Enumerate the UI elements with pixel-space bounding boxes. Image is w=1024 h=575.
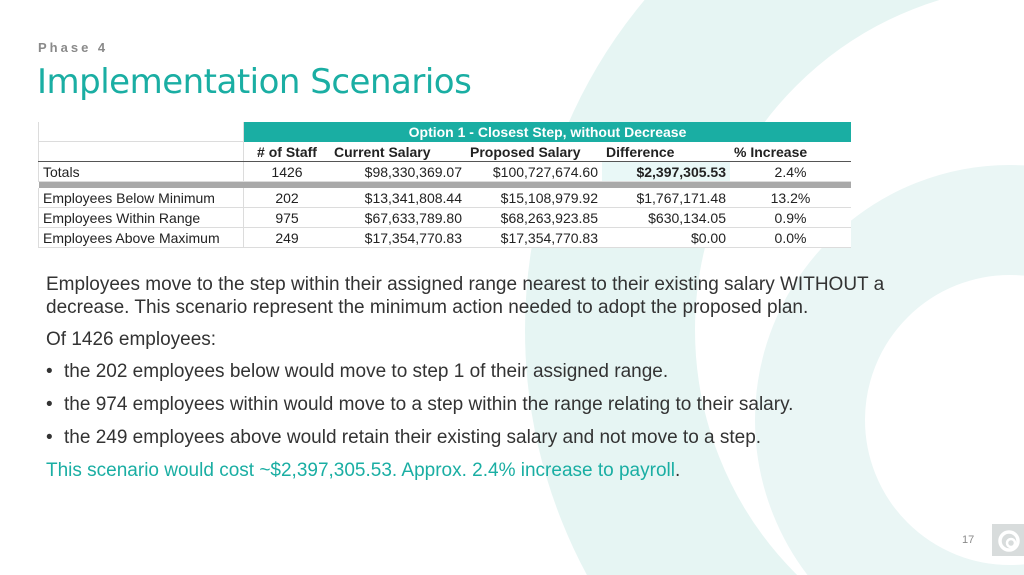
cell-increase: 0.0% bbox=[730, 228, 851, 248]
column-header-difference: Difference bbox=[602, 142, 730, 162]
bullet-text: the 974 employees within would move to a step within the range relating to their salary. bbox=[64, 394, 794, 415]
bullet-text: the 249 employees above would retain their existing salary and not move to a step. bbox=[64, 427, 762, 448]
conclusion bbox=[46, 459, 926, 482]
cell-difference: $1,767,171.48 bbox=[602, 188, 730, 208]
description-paragraph: Employees move to the step within their assigned range nearest to their existing salary WITHOUT a decrease. This scenario represent the minimum action needed to adopt the proposed plan. bbox=[46, 274, 885, 318]
cell-current-salary: $98,330,369.07 bbox=[330, 162, 466, 182]
page-number: 17 bbox=[962, 534, 975, 546]
cell-staff: 975 bbox=[244, 208, 331, 228]
table-row-totals bbox=[39, 162, 852, 182]
cell-increase: 2.4% bbox=[730, 162, 851, 182]
column-header-proposed-salary: Proposed Salary bbox=[466, 142, 602, 162]
table-row bbox=[39, 228, 852, 248]
employees-intro: Of 1426 employees: bbox=[46, 329, 217, 350]
cell-staff: 202 bbox=[244, 188, 331, 208]
cell-proposed-salary: $15,108,979.92 bbox=[466, 188, 602, 208]
table-row bbox=[39, 188, 852, 208]
table-header-blank bbox=[39, 142, 244, 162]
row-label: Employees Within Range bbox=[39, 208, 244, 228]
cell-staff: 1426 bbox=[244, 162, 331, 182]
table-corner-cell bbox=[39, 122, 244, 142]
cell-current-salary: $13,341,808.44 bbox=[330, 188, 466, 208]
cell-current-salary: $67,633,789.80 bbox=[330, 208, 466, 228]
scenario-table bbox=[38, 122, 851, 248]
bullet-glyph: • bbox=[46, 427, 53, 448]
cell-increase: 0.9% bbox=[730, 208, 851, 228]
conclusion-period: . bbox=[674, 460, 681, 481]
conclusion-text: This scenario would cost ~$2,397,305.53. Approx. 2.4% increase to payroll bbox=[46, 460, 675, 481]
logo-icon bbox=[992, 524, 1024, 556]
page-title: Implementation Scenarios bbox=[37, 62, 472, 102]
cell-increase: 13.2% bbox=[730, 188, 851, 208]
cell-difference: $2,397,305.53 bbox=[602, 162, 730, 182]
cell-proposed-salary: $100,727,674.60 bbox=[466, 162, 602, 182]
list-item bbox=[46, 393, 926, 416]
list-item bbox=[46, 360, 926, 383]
cell-difference: $0.00 bbox=[602, 228, 730, 248]
phase-label: Phase 4 bbox=[38, 40, 109, 55]
column-header-current-salary: Current Salary bbox=[330, 142, 466, 162]
list-item bbox=[46, 426, 926, 449]
table-header-row bbox=[39, 142, 852, 162]
cell-current-salary: $17,354,770.83 bbox=[330, 228, 466, 248]
table-banner: Option 1 - Closest Step, without Decrease bbox=[244, 122, 852, 142]
table-row bbox=[39, 208, 852, 228]
column-header-staff: # of Staff bbox=[244, 142, 331, 162]
cell-difference: $630,134.05 bbox=[602, 208, 730, 228]
cell-proposed-salary: $17,354,770.83 bbox=[466, 228, 602, 248]
logo bbox=[992, 524, 1024, 556]
row-label: Employees Above Maximum bbox=[39, 228, 244, 248]
bullet-text: the 202 employees below would move to step 1 of their assigned range. bbox=[64, 361, 669, 382]
body-text bbox=[46, 273, 926, 491]
cell-staff: 249 bbox=[244, 228, 331, 248]
row-label: Totals bbox=[39, 162, 244, 182]
cell-proposed-salary: $68,263,923.85 bbox=[466, 208, 602, 228]
column-header-increase: % Increase bbox=[730, 142, 851, 162]
bullet-glyph: • bbox=[46, 361, 53, 382]
table-banner-row bbox=[39, 122, 852, 142]
row-label: Employees Below Minimum bbox=[39, 188, 244, 208]
bullet-glyph: • bbox=[46, 394, 53, 415]
